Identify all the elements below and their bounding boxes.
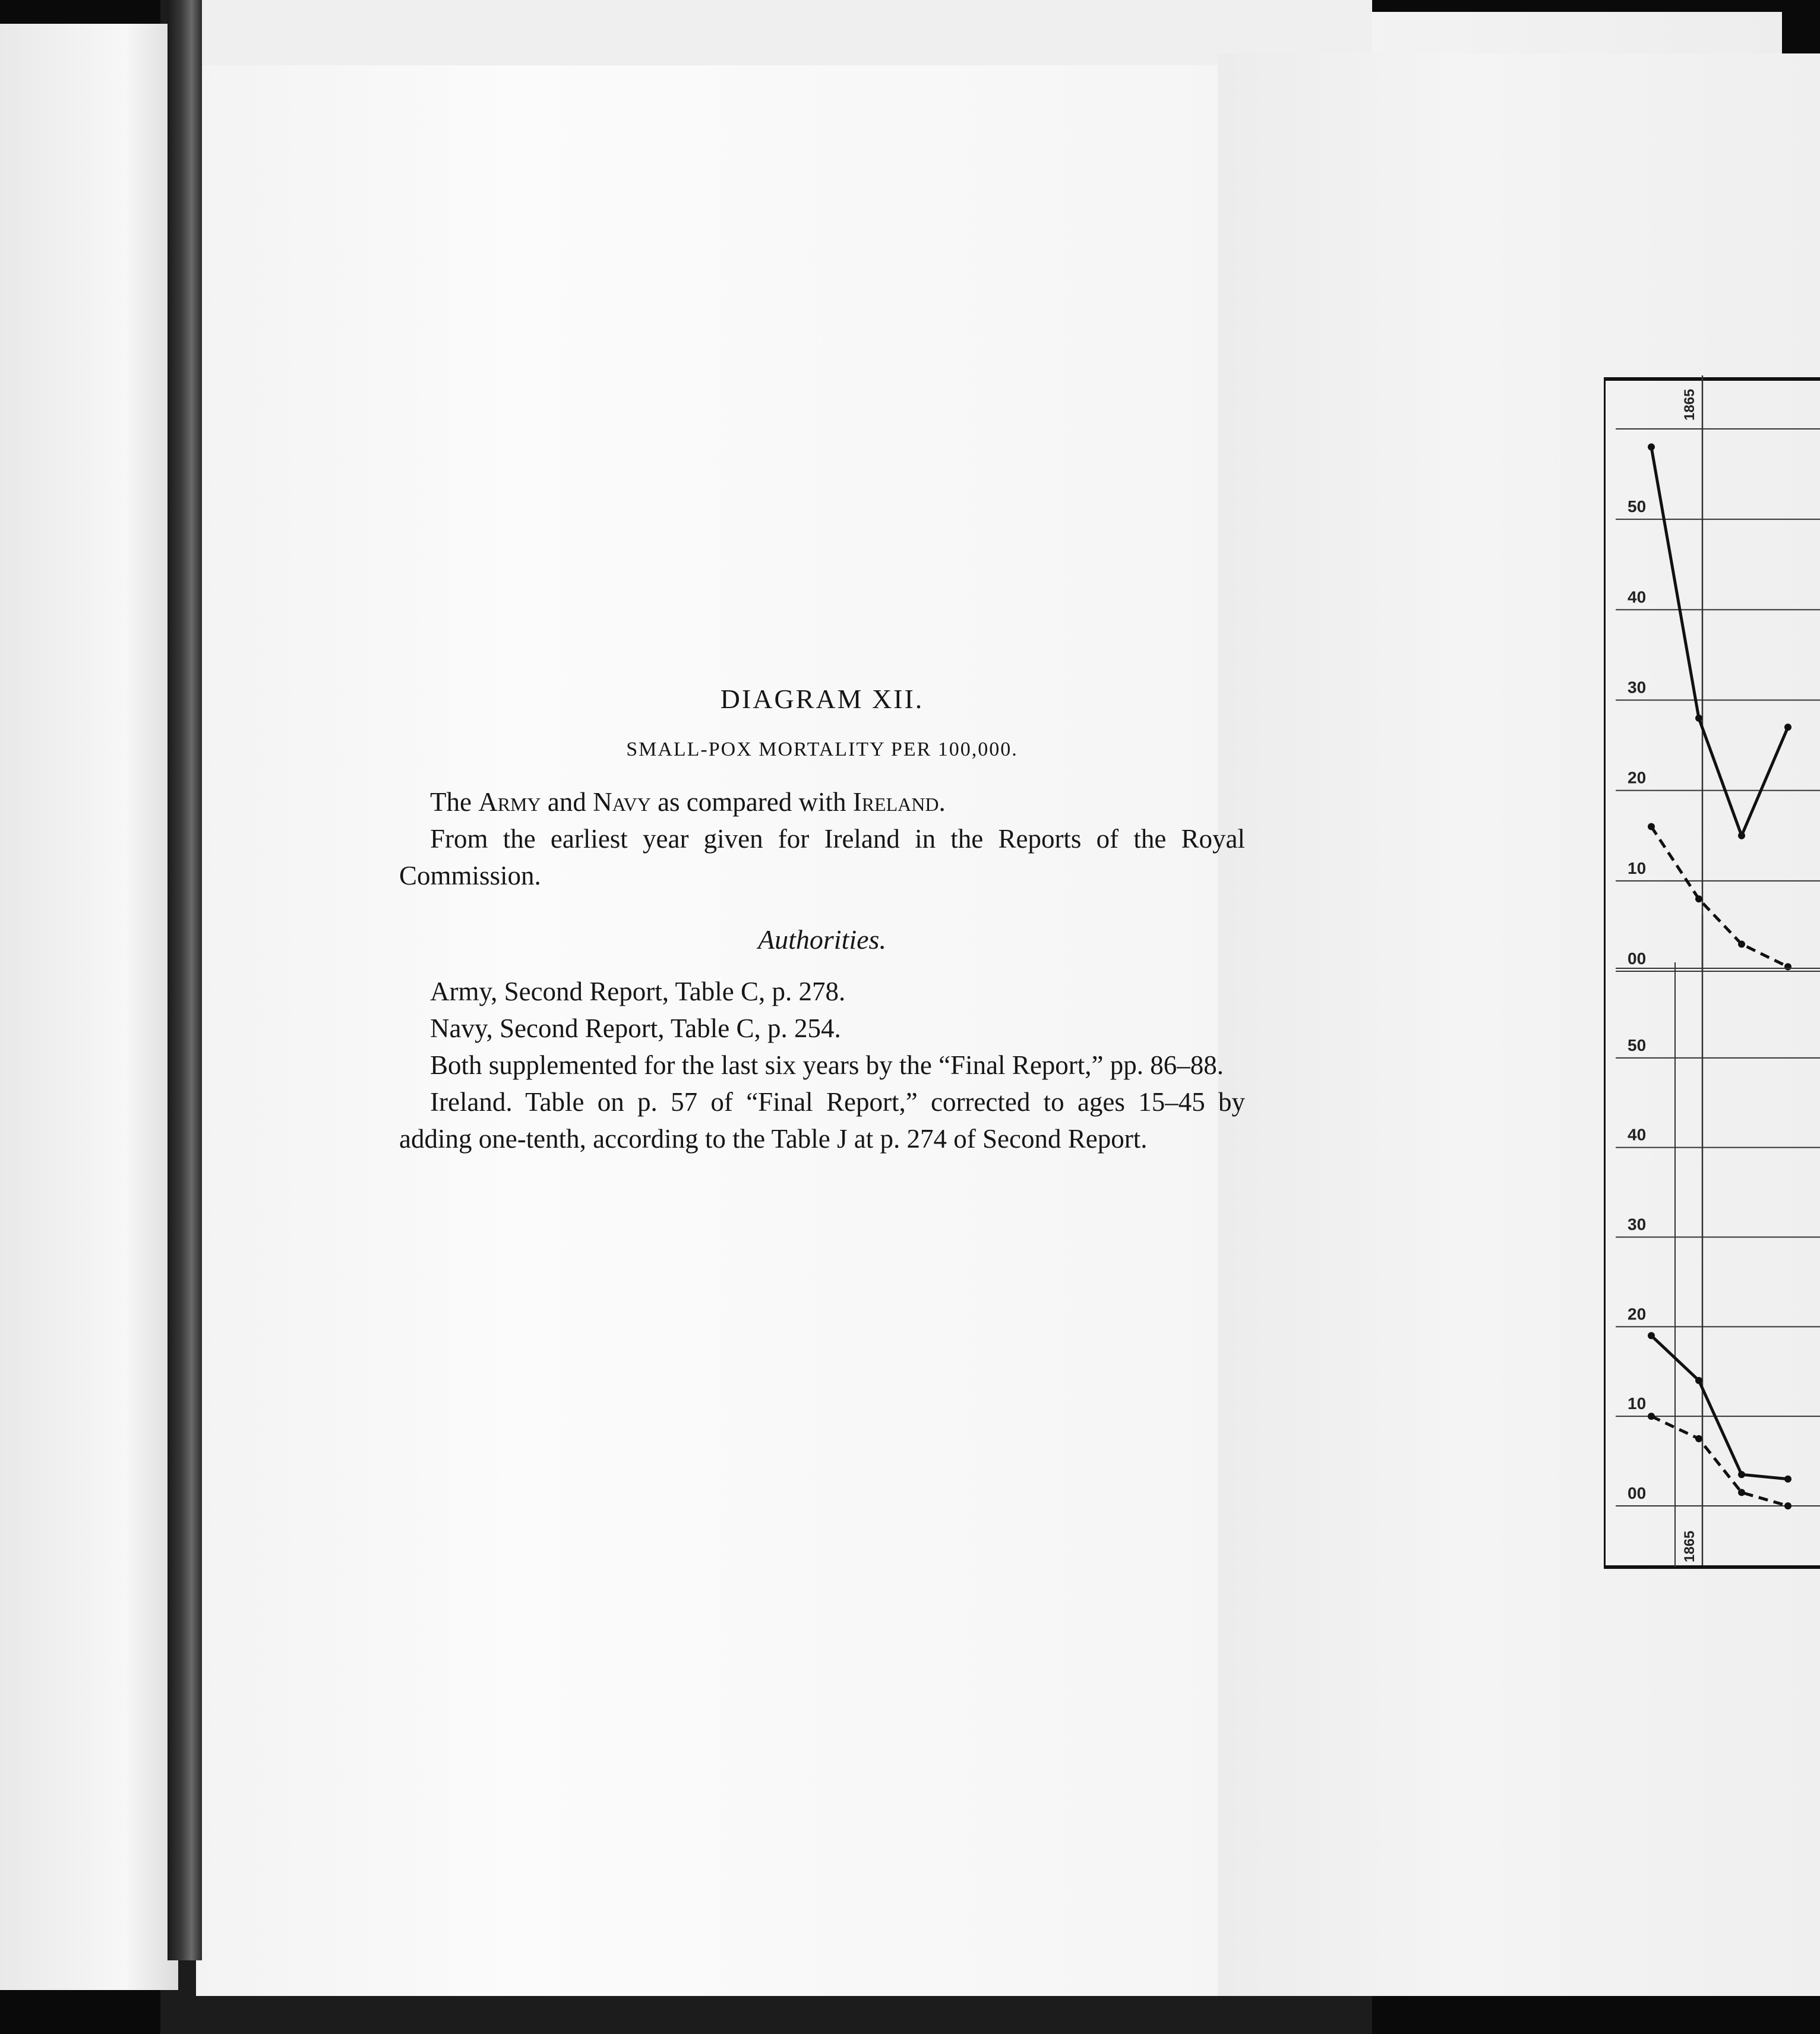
authority-ireland: Ireland. Table on p. 57 of “Final Report,” corrected to ages 15–45 by adding one-tenth, according to the Table J at p. 274 of Second Report. [399, 1087, 1245, 1154]
authority-navy: Navy, Second Report, Table C, p. 254. [430, 1013, 841, 1043]
chart-svg [1604, 374, 1820, 1586]
data-point [1784, 1476, 1791, 1483]
y-tick-label: 20 [1628, 768, 1647, 787]
book-spine [168, 0, 202, 1960]
diagram-description [399, 683, 1245, 1157]
y-tick-label: 40 [1628, 1125, 1647, 1144]
series-line-solid [1651, 447, 1788, 835]
y-tick-label: 30 [1628, 1215, 1647, 1234]
data-point [1695, 895, 1702, 902]
facing-page [0, 24, 178, 1990]
authority-army: Army, Second Report, Table C, p. 278. [430, 977, 846, 1006]
x-tick-label: 1865 [1682, 389, 1698, 421]
data-point [1695, 715, 1702, 722]
page-edge [196, 0, 1372, 65]
data-point [1648, 1332, 1655, 1339]
authority-supplement: Both supplemented for the last six years by the “Final Report,” pp. 86–88. [430, 1050, 1224, 1080]
y-tick-label: 10 [1628, 858, 1647, 877]
x-tick-label: 1865 [1682, 1530, 1698, 1562]
data-point [1738, 832, 1745, 839]
chart-panel-1 [1616, 375, 1820, 971]
data-point [1738, 940, 1745, 947]
y-tick-label: 40 [1628, 588, 1647, 607]
data-point [1648, 1413, 1655, 1420]
data-point [1648, 823, 1655, 830]
navy-label: Navy [593, 787, 651, 817]
y-tick-label: 00 [1628, 949, 1647, 968]
ireland-label: Ireland [852, 787, 939, 817]
chart-border [1604, 379, 1820, 1567]
chart-frame [1604, 379, 1820, 1567]
data-point [1784, 963, 1791, 970]
y-tick-label: 10 [1628, 1394, 1647, 1413]
y-tick-label: 50 [1628, 497, 1647, 516]
mortality-chart [1604, 374, 1820, 1586]
data-point [1738, 1489, 1745, 1496]
y-tick-label: 30 [1628, 678, 1647, 697]
intro-line-2: From the earliest year given for Ireland in the Reports of the Royal Commission. [399, 824, 1245, 890]
data-point [1784, 724, 1791, 731]
data-point [1738, 1471, 1745, 1478]
chart-panel-2 [1616, 915, 1820, 1567]
data-point [1695, 1377, 1702, 1384]
intro-line-1: The Army and Navy as compared with Ireland. [430, 787, 946, 817]
diagram-title: DIAGRAM XII. [720, 684, 924, 714]
army-label: Army [478, 787, 541, 817]
chart-panels [1616, 375, 1820, 1567]
series-line-dashed [1651, 827, 1788, 967]
data-point [1648, 443, 1655, 450]
authorities-heading: Authorities. [758, 924, 886, 955]
data-point [1695, 1435, 1702, 1442]
y-tick-label: 50 [1628, 1035, 1647, 1054]
data-point [1784, 1502, 1791, 1509]
y-tick-label: 00 [1628, 1484, 1647, 1502]
y-tick-label: 20 [1628, 1305, 1647, 1324]
diagram-subtitle: SMALL-POX MORTALITY PER 100,000. [626, 738, 1018, 760]
series-line-solid [1651, 1335, 1788, 1479]
